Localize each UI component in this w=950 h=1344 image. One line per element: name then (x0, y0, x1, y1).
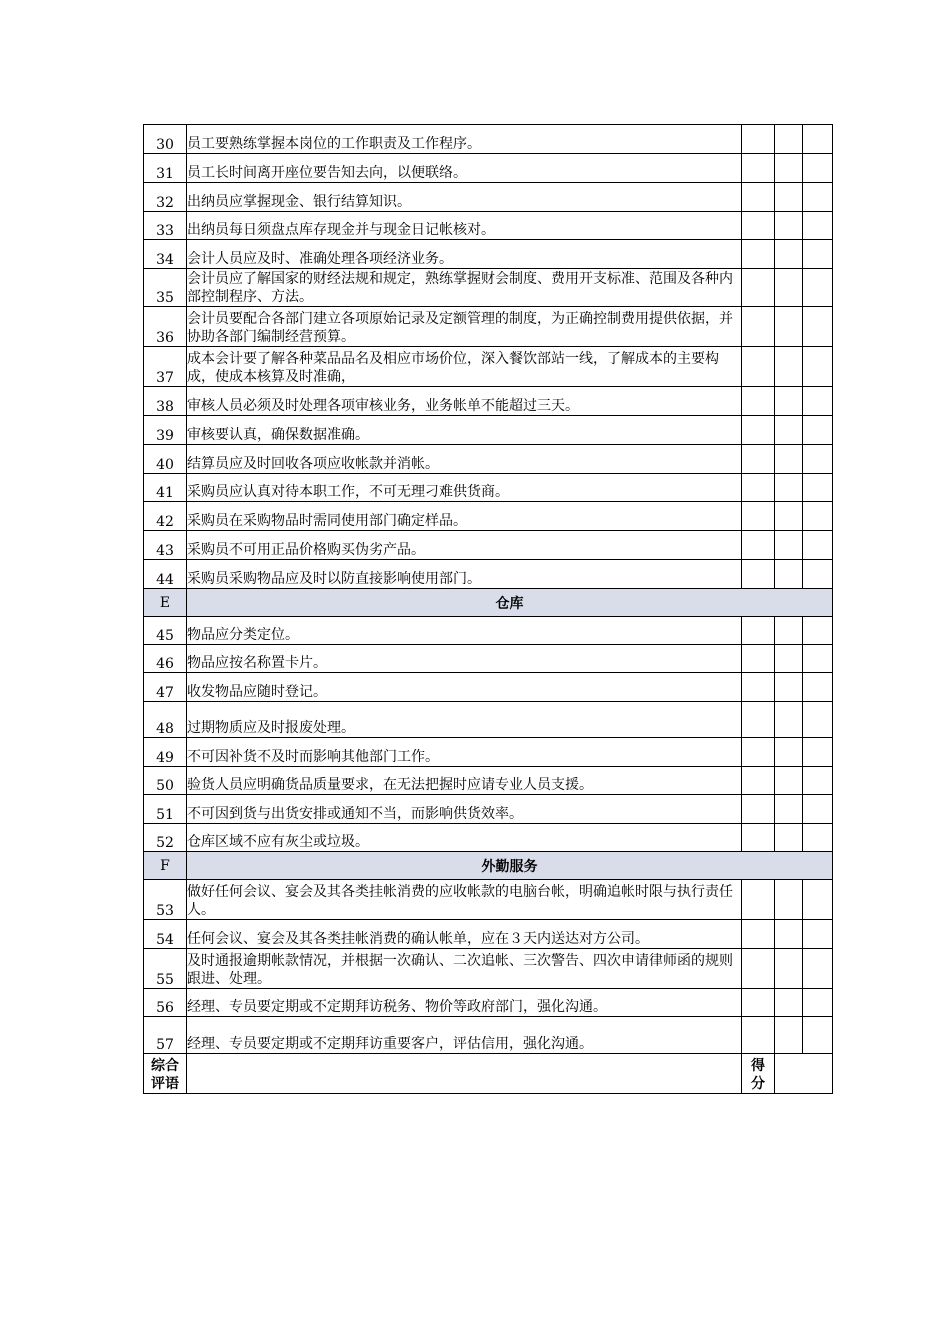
item-number: 44 (144, 560, 187, 589)
check-cell-2[interactable] (775, 767, 803, 795)
table-row (144, 920, 833, 949)
score-label-line2: 分 (751, 1076, 765, 1092)
check-cell-3[interactable] (803, 702, 833, 738)
check-cell-2[interactable] (775, 154, 803, 183)
table-row (144, 445, 833, 474)
check-cell-2[interactable] (775, 617, 803, 645)
check-cell-1[interactable] (742, 240, 775, 269)
item-text: 验货人员应明确货品质量要求，在无法把握时应请专业人员支援。 (187, 767, 742, 795)
check-cell-3[interactable] (803, 767, 833, 795)
check-cell-1[interactable] (742, 617, 775, 645)
item-number: 35 (144, 269, 187, 307)
table-row (144, 125, 833, 154)
check-cell-1[interactable] (742, 387, 775, 416)
check-cell-2[interactable] (775, 212, 803, 240)
item-number: 37 (144, 347, 187, 387)
item-text: 采购员在采购物品时需同使用部门确定样品。 (187, 502, 742, 531)
check-cell-3[interactable] (803, 795, 833, 824)
check-cell-1[interactable] (742, 416, 775, 445)
check-cell-2[interactable] (775, 949, 803, 989)
table-row (144, 307, 833, 347)
evaluation-table (143, 124, 833, 1094)
table-row (144, 560, 833, 589)
item-text: 会计员要配合各部门建立各项原始记录及定额管理的制度，为正确控制费用提供依据，并协助各部门编制经营预算。 (187, 307, 742, 347)
item-number: 39 (144, 416, 187, 445)
table-row (144, 617, 833, 645)
check-cell-3[interactable] (803, 154, 833, 183)
item-number: 55 (144, 949, 187, 989)
item-number: 40 (144, 445, 187, 474)
check-cell-3[interactable] (803, 738, 833, 767)
table-row (144, 183, 833, 212)
table-row (144, 767, 833, 795)
check-cell-2[interactable] (775, 702, 803, 738)
table-row (144, 949, 833, 989)
check-cell-1[interactable] (742, 154, 775, 183)
check-cell-2[interactable] (775, 183, 803, 212)
summary-label-line2: 评语 (151, 1076, 179, 1092)
table-row (144, 673, 833, 702)
check-cell-1[interactable] (742, 920, 775, 949)
item-text: 物品应分类定位。 (187, 617, 742, 645)
table-row (144, 824, 833, 852)
item-number: 30 (144, 125, 187, 154)
check-cell-1[interactable] (742, 560, 775, 589)
check-cell-2[interactable] (775, 387, 803, 416)
summary-label-line1: 综合 (151, 1058, 179, 1074)
table-row (144, 989, 833, 1017)
item-text: 采购员应认真对待本职工作，不可无理刁难供货商。 (187, 474, 742, 502)
check-cell-2[interactable] (775, 474, 803, 502)
item-number: 57 (144, 1017, 187, 1054)
check-cell-1[interactable] (742, 347, 775, 387)
check-cell-1[interactable] (742, 183, 775, 212)
check-cell-1[interactable] (742, 125, 775, 154)
table-row (144, 474, 833, 502)
item-text: 会计人员应及时、准确处理各项经济业务。 (187, 240, 742, 269)
check-cell-3[interactable] (803, 416, 833, 445)
item-number: 50 (144, 767, 187, 795)
item-text: 收发物品应随时登记。 (187, 673, 742, 702)
item-text: 成本会计要了解各种菜品品名及相应市场价位，深入餐饮部站一线，了解成本的主要构成，使成本核算及时准确， (187, 347, 742, 387)
check-cell-1[interactable] (742, 824, 775, 852)
check-cell-1[interactable] (742, 445, 775, 474)
section-title: 外勤服务 (187, 852, 833, 880)
item-number: 51 (144, 795, 187, 824)
check-cell-3[interactable] (803, 824, 833, 852)
table-row (144, 1017, 833, 1054)
check-cell-1[interactable] (742, 702, 775, 738)
table-row (144, 387, 833, 416)
check-cell-1[interactable] (742, 269, 775, 307)
check-cell-3[interactable] (803, 183, 833, 212)
check-cell-2[interactable] (775, 416, 803, 445)
item-number: 46 (144, 645, 187, 673)
check-cell-1[interactable] (742, 738, 775, 767)
table-row (144, 240, 833, 269)
check-cell-2[interactable] (775, 307, 803, 347)
section-header-row (144, 589, 833, 617)
check-cell-3[interactable] (803, 445, 833, 474)
item-text: 采购员采购物品应及时以防直接影响使用部门。 (187, 560, 742, 589)
check-cell-1[interactable] (742, 212, 775, 240)
item-number: 34 (144, 240, 187, 269)
check-cell-1[interactable] (742, 795, 775, 824)
item-text: 出纳员每日须盘点库存现金并与现金日记帐核对。 (187, 212, 742, 240)
score-field[interactable] (775, 1054, 833, 1094)
item-text: 出纳员应掌握现金、银行结算知识。 (187, 183, 742, 212)
table-row (144, 645, 833, 673)
check-cell-3[interactable] (803, 1017, 833, 1054)
check-cell-1[interactable] (742, 645, 775, 673)
evaluation-table-body (144, 125, 833, 1094)
check-cell-3[interactable] (803, 560, 833, 589)
item-number: 38 (144, 387, 187, 416)
check-cell-2[interactable] (775, 880, 803, 920)
check-cell-2[interactable] (775, 445, 803, 474)
table-row (144, 738, 833, 767)
check-cell-3[interactable] (803, 989, 833, 1017)
check-cell-2[interactable] (775, 989, 803, 1017)
table-row (144, 269, 833, 307)
check-cell-1[interactable] (742, 307, 775, 347)
item-number: 52 (144, 824, 187, 852)
check-cell-2[interactable] (775, 125, 803, 154)
check-cell-1[interactable] (742, 1017, 775, 1054)
check-cell-3[interactable] (803, 240, 833, 269)
check-cell-2[interactable] (775, 531, 803, 560)
check-cell-2[interactable] (775, 347, 803, 387)
item-text: 结算员应及时回收各项应收帐款并消帐。 (187, 445, 742, 474)
score-label (742, 1054, 775, 1094)
summary-comment-field[interactable] (187, 1054, 742, 1094)
item-number: 49 (144, 738, 187, 767)
check-cell-3[interactable] (803, 531, 833, 560)
check-cell-1[interactable] (742, 502, 775, 531)
check-cell-3[interactable] (803, 347, 833, 387)
check-cell-1[interactable] (742, 989, 775, 1017)
table-row (144, 880, 833, 920)
item-text: 做好任何会议、宴会及其各类挂帐消费的应收帐款的电脑台帐，明确追帐时限与执行责任人。 (187, 880, 742, 920)
check-cell-2[interactable] (775, 824, 803, 852)
item-text: 经理、专员要定期或不定期拜访重要客户，评估信用，强化沟通。 (187, 1017, 742, 1054)
check-cell-3[interactable] (803, 673, 833, 702)
check-cell-3[interactable] (803, 474, 833, 502)
item-number: 42 (144, 502, 187, 531)
item-number: 43 (144, 531, 187, 560)
check-cell-2[interactable] (775, 240, 803, 269)
check-cell-1[interactable] (742, 767, 775, 795)
item-number: 48 (144, 702, 187, 738)
table-row (144, 154, 833, 183)
item-text: 过期物质应及时报废处理。 (187, 702, 742, 738)
item-text: 仓库区域不应有灰尘或垃圾。 (187, 824, 742, 852)
table-row (144, 212, 833, 240)
score-label-line1: 得 (751, 1058, 765, 1074)
summary-label (144, 1054, 187, 1094)
item-number: 56 (144, 989, 187, 1017)
table-row (144, 531, 833, 560)
table-row (144, 416, 833, 445)
check-cell-2[interactable] (775, 920, 803, 949)
check-cell-1[interactable] (742, 673, 775, 702)
check-cell-3[interactable] (803, 307, 833, 347)
table-row (144, 502, 833, 531)
table-row (144, 347, 833, 387)
item-text: 物品应按名称置卡片。 (187, 645, 742, 673)
item-number: 36 (144, 307, 187, 347)
check-cell-1[interactable] (742, 531, 775, 560)
check-cell-3[interactable] (803, 125, 833, 154)
check-cell-2[interactable] (775, 738, 803, 767)
item-number: 45 (144, 617, 187, 645)
check-cell-3[interactable] (803, 880, 833, 920)
check-cell-1[interactable] (742, 880, 775, 920)
check-cell-3[interactable] (803, 387, 833, 416)
item-text: 经理、专员要定期或不定期拜访税务、物价等政府部门，强化沟通。 (187, 989, 742, 1017)
item-text: 采购员不可用正品价格购买伪劣产品。 (187, 531, 742, 560)
item-number: 32 (144, 183, 187, 212)
check-cell-2[interactable] (775, 560, 803, 589)
item-number: 54 (144, 920, 187, 949)
table-row (144, 795, 833, 824)
item-text: 审核人员必须及时处理各项审核业务，业务帐单不能超过三天。 (187, 387, 742, 416)
check-cell-2[interactable] (775, 502, 803, 531)
item-number: 33 (144, 212, 187, 240)
item-text: 员工要熟练掌握本岗位的工作职责及工作程序。 (187, 125, 742, 154)
item-number: 47 (144, 673, 187, 702)
section-code: F (144, 852, 187, 880)
check-cell-2[interactable] (775, 1017, 803, 1054)
section-title: 仓库 (187, 589, 833, 617)
check-cell-3[interactable] (803, 617, 833, 645)
check-cell-2[interactable] (775, 645, 803, 673)
item-number: 41 (144, 474, 187, 502)
item-text: 不可因到货与出货安排或通知不当，而影响供货效率。 (187, 795, 742, 824)
item-text: 及时通报逾期帐款情况，并根据一次确认、二次追帐、三次警告、四次申请律师函的规则跟进、处理。 (187, 949, 742, 989)
check-cell-2[interactable] (775, 795, 803, 824)
item-number: 53 (144, 880, 187, 920)
item-number: 31 (144, 154, 187, 183)
item-text: 员工长时间离开座位要告知去向，以便联络。 (187, 154, 742, 183)
check-cell-1[interactable] (742, 474, 775, 502)
item-text: 任何会议、宴会及其各类挂帐消费的确认帐单，应在３天内送达对方公司。 (187, 920, 742, 949)
table-row (144, 702, 833, 738)
item-text: 不可因补货不及时而影响其他部门工作。 (187, 738, 742, 767)
check-cell-3[interactable] (803, 645, 833, 673)
check-cell-3[interactable] (803, 212, 833, 240)
check-cell-2[interactable] (775, 269, 803, 307)
item-text: 审核要认真，确保数据准确。 (187, 416, 742, 445)
check-cell-3[interactable] (803, 920, 833, 949)
check-cell-3[interactable] (803, 502, 833, 531)
section-code: E (144, 589, 187, 617)
check-cell-3[interactable] (803, 269, 833, 307)
section-header-row (144, 852, 833, 880)
check-cell-1[interactable] (742, 949, 775, 989)
check-cell-2[interactable] (775, 673, 803, 702)
check-cell-3[interactable] (803, 949, 833, 989)
summary-row (144, 1054, 833, 1094)
item-text: 会计员应了解国家的财经法规和规定，熟练掌握财会制度、费用开支标准、范围及各种内部控制程序、方法。 (187, 269, 742, 307)
